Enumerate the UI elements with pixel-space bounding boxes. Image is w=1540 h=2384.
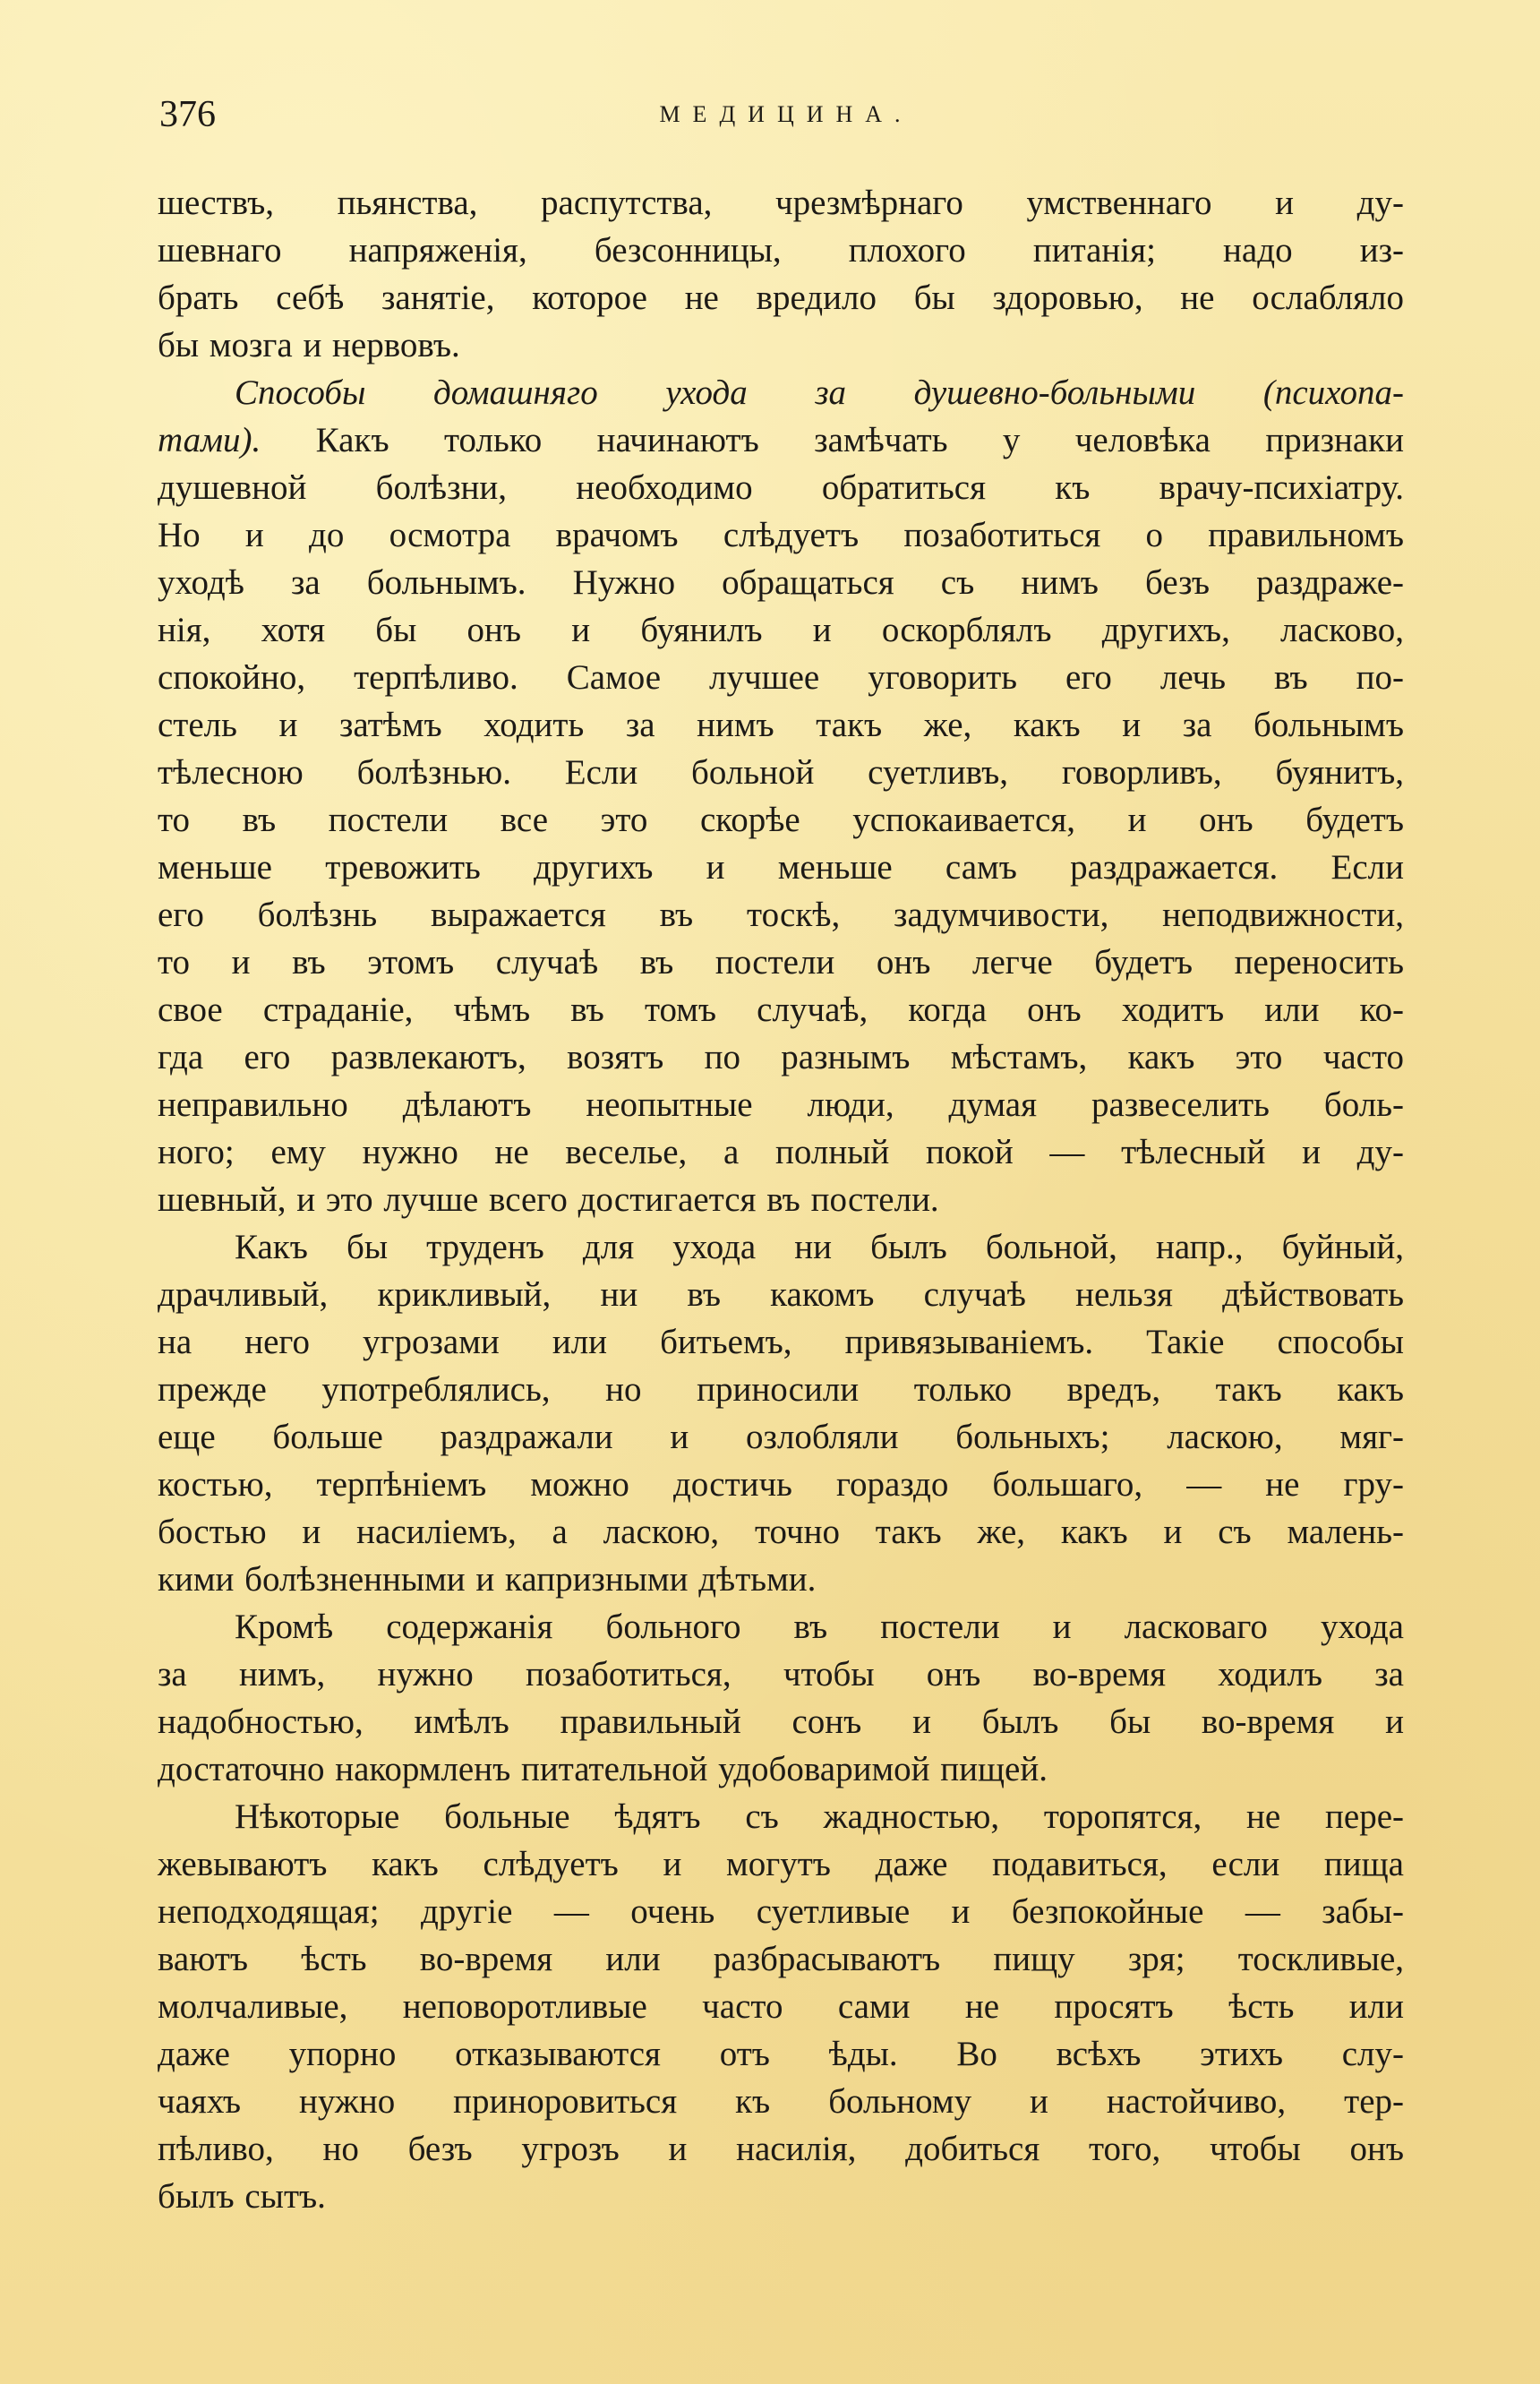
text-line: бы мозга и нервовъ. [158, 326, 460, 364]
text-line: былъ сытъ. [158, 2177, 326, 2216]
text-line: то и въ этомъ случаѣ въ постели онъ легче будетъ переносить [158, 943, 1404, 982]
text-line: шевный, и это лучше всего достигается въ постели. [158, 1180, 939, 1219]
text-line-rest: Какъ только начинаютъ замѣчать у человѣка признаки [261, 421, 1404, 459]
text-line: стель и затѣмъ ходить за нимъ такъ же, какъ и за больнымъ [158, 706, 1404, 744]
text-line: то въ постели все это скорѣе успокаивается, и онъ будетъ [158, 801, 1404, 839]
text-line [158, 416, 1404, 464]
text-line: шевнаго напряженія, безсонницы, плохого питанія; надо из- [158, 231, 1404, 270]
text-line: ваютъ ѣсть во-время или разбрасываютъ пищу зря; тоскливые, [158, 1940, 1404, 1978]
text-line: кими болѣзненными и капризными дѣтьми. [158, 1560, 817, 1599]
text-line: даже упорно отказываются отъ ѣды. Во всѣхъ этихъ слу- [158, 2035, 1404, 2073]
text-line: молчаливые, неповоротливые часто сами не просятъ ѣсть или [158, 1987, 1404, 2026]
text-line: жевываютъ какъ слѣдуетъ и могутъ даже подавиться, если пища [158, 1845, 1404, 1883]
text-line: прежде употреблялись, но приносили только вредъ, такъ какъ [158, 1370, 1404, 1409]
page-number: 376 [159, 94, 216, 135]
text-line: нія, хотя бы онъ и буянилъ и оскорблялъ другихъ, ласково, [158, 611, 1404, 649]
text-line: его болѣзнь выражается въ тоскѣ, задумчивости, неподвижности, [158, 896, 1404, 934]
text-line: душевной болѣзни, необходимо обратиться къ врачу-психіатру. [158, 468, 1404, 507]
body-text [158, 179, 1404, 2220]
text-line: костью, терпѣніемъ можно достичь гораздо большаго, — не гру- [158, 1465, 1404, 1504]
section-heading: Способы домашняго ухода за душевно-больными (психопа- [235, 373, 1404, 412]
text-line: драчливый, крикливый, ни въ какомъ случаѣ нельзя дѣйствовать [158, 1275, 1404, 1314]
text-line: неподходящая; другіе — очень суетливые и безпокойные — забы- [158, 1892, 1404, 1931]
text-line: брать себѣ занятіе, которое не вредило бы здоровью, не ослабляло [158, 279, 1404, 317]
text-line: бостью и насиліемъ, а ласкою, точно такъ же, какъ и съ малень- [158, 1513, 1404, 1551]
text-line: еще больше раздражали и озлобляли больныхъ; ласкою, мяг- [158, 1418, 1404, 1456]
running-title: МЕДИЦИНА. [659, 101, 913, 127]
section-heading-continuation: тами). [158, 421, 261, 459]
text-line: достаточно накормленъ питательной удобоваримой пищей. [158, 1750, 1048, 1788]
text-line: меньше тревожить другихъ и меньше самъ раздражается. Если [158, 848, 1404, 887]
text-line: пѣливо, но безъ угрозъ и насилія, добиться того, чтобы онъ [158, 2130, 1404, 2168]
text-line: тѣлесною болѣзнью. Если больной суетливъ, говорливъ, буянитъ, [158, 753, 1404, 792]
section-heading-line [158, 369, 1404, 416]
text-line: надобностью, имѣлъ правильный сонъ и былъ бы во-время и [158, 1702, 1404, 1741]
text-line: ного; ему нужно не веселье, а полный покой — тѣлесный и ду- [158, 1133, 1404, 1171]
page-header [159, 88, 1404, 141]
text-line: уходѣ за больнымъ. Нужно обращаться съ нимъ безъ раздраже- [158, 563, 1404, 602]
text-line: свое страданіе, чѣмъ въ томъ случаѣ, когда онъ ходитъ или ко- [158, 990, 1404, 1029]
text-line: спокойно, терпѣливо. Самое лучшее уговорить его лечь въ по- [158, 658, 1404, 697]
text-line: за нимъ, нужно позаботиться, чтобы онъ во-время ходилъ за [158, 1655, 1404, 1694]
text-line: неправильно дѣлаютъ неопытные люди, думая развеселить боль- [158, 1085, 1404, 1124]
text-line: чаяхъ нужно приноровиться къ больному и настойчиво, тер- [158, 2082, 1404, 2121]
text-line: Нѣкоторые больные ѣдятъ съ жадностью, торопятся, не пере- [235, 1797, 1404, 1836]
text-line: Какъ бы труденъ для ухода ни былъ больной, напр., буйный, [235, 1228, 1404, 1266]
text-line: Но и до осмотра врачомъ слѣдуетъ позаботиться о правильномъ [158, 516, 1404, 554]
text-line: на него угрозами или битьемъ, привязываніемъ. Такіе способы [158, 1323, 1404, 1361]
text-line: шествъ, пьянства, распутства, чрезмѣрнаго умственнаго и ду- [158, 184, 1404, 222]
text-line: гда его развлекаютъ, возятъ по разнымъ мѣстамъ, какъ это часто [158, 1038, 1404, 1076]
text-line: Кромѣ содержанія больного въ постели и ласковаго ухода [235, 1608, 1404, 1646]
